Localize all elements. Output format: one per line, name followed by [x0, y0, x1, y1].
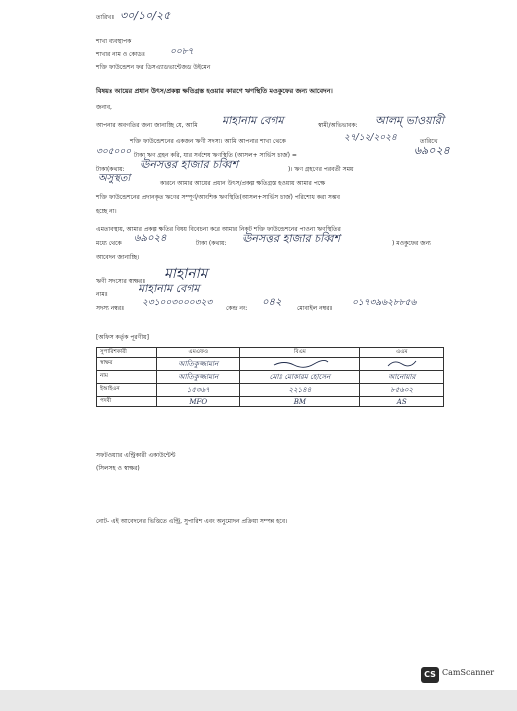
center-number-hw: ০৪২: [262, 297, 282, 308]
body-text-2a: শক্তি ফাউন্ডেশনের একজন ঋণী সদস্য। আমি আপনার শাখা থেকে: [130, 138, 286, 145]
loan-date-hw: ২৭/১২/২০২৪: [344, 133, 397, 143]
row-label: ইআইএন: [97, 384, 157, 397]
recommendation-table: [96, 347, 444, 407]
mfo-name: আতিকুজ্জামান: [157, 371, 240, 384]
bottom-strip: [0, 690, 517, 711]
body-text-2b: তারিখে: [420, 138, 438, 145]
reason-hw: অসুস্থতা: [98, 173, 131, 184]
mobile-number-hw: ০১৭৩৯৬২৮৮৫৬: [352, 298, 417, 308]
waiver-amount-hw: ৬৯০২৪: [134, 233, 167, 244]
mobile-label: মোবাইল নম্বরঃ: [297, 305, 333, 312]
am-name: আনোয়ার: [360, 371, 444, 384]
footer-note: নোট- এই আবেদনের ভিত্তিতে এন্ট্রি, সুপারিশ এবং অনুমোদন প্রক্রিয়া সম্পন্ন হবে।: [96, 518, 288, 525]
center-label: কেন্দ্র নং:: [226, 305, 248, 312]
bm-designation: BM: [240, 397, 360, 407]
member-number-hw: ২৩১০০৩০০০৩২৩: [142, 298, 213, 308]
body-text-7: হচ্ছে না।: [96, 208, 117, 215]
body-text-4b: )। ঋণ গ্রহণের পরবর্তী সময়: [288, 166, 354, 173]
applicant-name-hw: মাহানাম বেগম: [222, 114, 284, 127]
camscanner-logo-icon: CS: [421, 667, 439, 683]
mfo-ein: ১৫৩৬৭: [157, 384, 240, 397]
member-number-label: সদস্য নম্বরঃ: [96, 305, 125, 312]
subject-line: বিষয়ঃ আয়ের প্রধান উৎস/প্রকল্প ক্ষতিগ্রস্ত হওয়ার কারণে ঋণস্থিতি মওকুফের জন্য আবেদন।: [96, 87, 333, 95]
request-text-2a: মধ্যে থেকে: [96, 240, 122, 247]
waiver-words-hw: ঊনসত্তর হাজার চব্বিশ: [242, 232, 340, 245]
salutation: জনাব,: [96, 104, 112, 111]
row-label: পদবী: [97, 397, 157, 407]
accountant-seal-note: (সিলসহ ও স্বাক্ষর): [96, 465, 140, 472]
body-text-5a: কারনে আমার আয়ের প্রধান উৎস/প্রকল্প ক্ষতিগ্রস্ত হওয়ায় আমার পক্ষে: [160, 180, 326, 187]
header-recommender: সুপারিশকারী: [97, 348, 157, 358]
bm-signature: [240, 358, 360, 371]
row-label: নাম: [97, 371, 157, 384]
header-mfo: এমএফও: [157, 348, 240, 358]
body-text-6: শক্তি ফাউন্ডেশনের প্রদানকৃত ঋণের সম্পূর্ণ/আংশিক ঋণস্থিতি(আসল+সার্ভিস চার্জ) পরিশোধ করা সম্ভব: [96, 194, 340, 201]
am-signature: [360, 358, 444, 371]
branch-code: ০০৮৭: [170, 47, 194, 57]
guardian-name-hw: আলম্ ভাওয়ারী: [375, 114, 444, 127]
body-text-3a: টাকা ঋণ গ্রহন করি, যার সর্বশেষ ঋণস্থিতি (আসল+ সার্ভিস চার্জ) =: [134, 152, 297, 159]
table-row-ein: [97, 384, 444, 397]
request-text-2c: ) মওকুফের জন্য: [392, 240, 431, 247]
request-text-2b: টাকা (কথায়:: [196, 240, 227, 247]
organization-name: শক্তি ফাউন্ডেশন ফর ডিসএ্যাডভান্টেজড উইমেন: [96, 64, 211, 71]
table-row-signature: [97, 358, 444, 371]
branch-label: শাখার নাম ও কোডঃ: [96, 51, 146, 58]
am-designation: AS: [360, 397, 444, 407]
mfo-designation: MFO: [157, 397, 240, 407]
table-row-name: [97, 371, 444, 384]
body-text-1a: আপনার অবগতির জন্য জানাচ্ছি যে, আমি: [96, 122, 198, 129]
member-name-label: নামঃ: [96, 291, 108, 298]
header-bm: বিএম: [240, 348, 360, 358]
balance-hw: ৬৯০২৪: [414, 144, 450, 157]
table-row-designation: [97, 397, 444, 407]
loan-amount-hw: ৩০৫০০০: [96, 147, 132, 157]
request-text-1: এমতাবস্থায়, আমার প্রকল্প ক্ষতির বিষয় বিবেচনা করে আমার নিকট শক্তি ফাউন্ডেশনের পাওনা ঋণস্থিতির: [96, 226, 341, 233]
bm-name: মোঃ মোকারম হোসেন: [240, 371, 360, 384]
camscanner-label: CamScanner: [442, 668, 495, 677]
member-signature: মাহানাম: [164, 266, 208, 282]
member-name-hw: মাহানাম বেগম: [138, 282, 200, 295]
body-text-1b: স্বামী/অভিভাবক:: [318, 122, 358, 129]
table-header-row: [97, 348, 444, 358]
accountant-title: সফটওয়্যার এন্ট্রিকারী একাউন্টেন্ট: [96, 452, 176, 459]
row-label: স্বাক্ষর: [97, 358, 157, 371]
department-text: শাখা ব্যবস্থাপক: [96, 38, 132, 45]
body-text-4a: টাকা(কথায়:: [96, 166, 125, 173]
office-section-title: [অফিস কর্তৃক পূরণীয়]: [96, 334, 149, 341]
date-label: তারিখঃ: [96, 14, 115, 21]
bm-ein: ২২১৪৪: [240, 384, 360, 397]
member-signature-label: ঋণী সদস্যের স্বাক্ষরঃ: [96, 278, 146, 285]
request-text-3: আবেদন জানাচ্ছি।: [96, 254, 140, 261]
header-am: এএম: [360, 348, 444, 358]
date-value: ৩০/১০/২৫: [120, 9, 171, 22]
am-ein: ৮৫৬০২: [360, 384, 444, 397]
mfo-signature: আতিকুজ্জামান: [157, 358, 240, 371]
balance-words-hw: ঊনসত্তর হাজার চব্বিশ: [140, 158, 238, 171]
